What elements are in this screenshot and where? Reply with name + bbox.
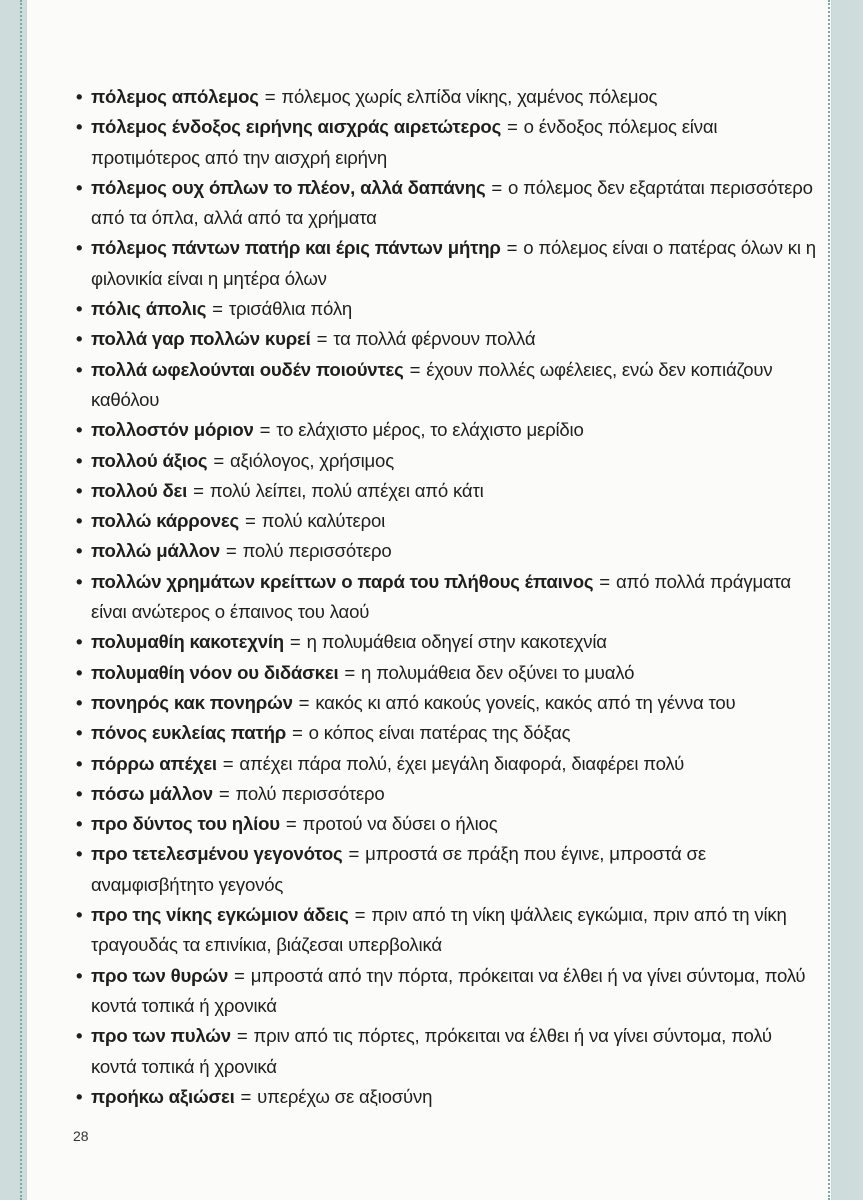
entry-term: πολλώ κάρρονες <box>91 510 239 532</box>
equals-sign: = <box>208 449 229 471</box>
bullet-icon: • <box>76 631 83 653</box>
glossary-entry <box>76 779 819 809</box>
entry-term: πόλεμος ουχ όπλων το πλέον, αλλά δαπάνης <box>91 176 486 198</box>
entry-term: πολλού άξιος <box>91 449 208 471</box>
glossary-entry <box>76 446 819 476</box>
equals-sign: = <box>235 1085 257 1107</box>
bullet-icon: • <box>76 479 83 501</box>
entry-term: πολυμαθίη νόον ου διδάσκει <box>91 661 339 683</box>
entry-term: προ των θυρών <box>91 964 229 986</box>
entry-definition: πριν από τις πόρτες, πρόκειται να έλθει ή να γίνει σύντομα, πολύ κοντά τοπικά ή χρονικά <box>91 1025 772 1077</box>
equals-sign: = <box>231 1025 253 1047</box>
equals-sign: = <box>280 813 302 835</box>
equals-sign: = <box>220 540 242 562</box>
glossary-entry <box>76 718 819 748</box>
bullet-icon: • <box>76 570 83 592</box>
equals-sign: = <box>594 570 615 592</box>
equals-sign: = <box>287 722 308 744</box>
bullet-icon: • <box>76 1025 83 1047</box>
entry-term: πόλις άπολις <box>91 298 207 320</box>
glossary-entry <box>76 1021 819 1082</box>
bullet-icon: • <box>76 752 83 774</box>
entry-term: πολλών χρημάτων κρείττων ο παρά του πλήθους έπαινος <box>91 570 594 592</box>
bullet-icon: • <box>76 116 83 138</box>
bullet-icon: • <box>76 419 83 441</box>
right-stitch-border <box>828 0 830 1200</box>
entry-term: πολλοστόν μόριον <box>91 419 254 441</box>
equals-sign: = <box>502 116 523 138</box>
equals-sign: = <box>213 782 235 804</box>
bullet-icon: • <box>76 813 83 835</box>
bullet-icon: • <box>76 661 83 683</box>
equals-sign: = <box>293 691 315 713</box>
equals-sign: = <box>259 86 281 107</box>
equals-sign: = <box>486 176 508 198</box>
entry-term: πόρρω απέχει <box>91 752 217 774</box>
entry-term: προ των πυλών <box>91 1025 231 1047</box>
left-stitch-border <box>20 0 22 1200</box>
glossary-entry <box>76 1082 819 1112</box>
equals-sign: = <box>349 904 371 926</box>
glossary-entry <box>76 627 819 657</box>
entry-definition: ο κόπος είναι πατέρας της δόξας <box>308 722 571 744</box>
bullet-icon: • <box>76 449 83 471</box>
bullet-icon: • <box>76 298 83 320</box>
entry-term: προ τετελεσμένου γεγονότος <box>91 843 343 865</box>
entry-term: πονηρός κακ πονηρών <box>91 691 293 713</box>
bullet-icon: • <box>76 964 83 986</box>
entry-term: πολλού δει <box>91 479 188 501</box>
entry-definition: η πολυμάθεια δεν οξύνει το μυαλό <box>361 661 635 683</box>
glossary-entry <box>76 112 819 173</box>
entry-definition: υπερέχω σε αξιοσύνη <box>257 1085 433 1107</box>
glossary-entry <box>76 415 819 445</box>
entry-term: προ δύντος του ηλίου <box>91 813 280 835</box>
bullet-icon: • <box>76 86 83 107</box>
entry-term: πολλά ωφελούνται ουδέν ποιούντες <box>91 358 404 380</box>
entry-definition: κακός κι από κακούς γονείς, κακός από τη γέννα του <box>315 691 736 713</box>
bullet-icon: • <box>76 782 83 804</box>
equals-sign: = <box>339 661 361 683</box>
entry-definition: τρισάθλια πόλη <box>228 298 353 320</box>
bullet-icon: • <box>76 540 83 562</box>
entry-definition: μπροστά από την πόρτα, πρόκειται να έλθει ή να γίνει σύντομα, πολύ κοντά τοπικά ή χρονικά <box>91 964 806 1016</box>
entry-definition: το ελάχιστο μέρος, το ελάχιστο μερίδιο <box>276 419 584 441</box>
entry-term: πολλά γαρ πολλών κυρεί <box>91 328 311 350</box>
bullet-icon: • <box>76 691 83 713</box>
bullet-icon: • <box>76 904 83 926</box>
glossary-entry <box>76 749 819 779</box>
glossary-entry <box>76 476 819 506</box>
bullet-icon: • <box>76 358 83 380</box>
page-number: 28 <box>73 1128 89 1144</box>
entry-term: πόλεμος πάντων πατήρ και έρις πάντων μήτηρ <box>91 237 501 259</box>
equals-sign: = <box>311 328 333 350</box>
glossary-entry <box>76 839 819 900</box>
entry-definition: αξιόλογος, χρήσιμος <box>229 449 394 471</box>
entry-definition: πολύ λείπει, πολύ απέχει από κάτι <box>209 479 484 501</box>
entry-definition: πριν από τη νίκη ψάλλεις εγκώμια, πριν από τη νίκη τραγουδάς τα επινίκια, βιάζεσαι υπερβολικά <box>91 904 787 956</box>
entry-term: προήκω αξιώσει <box>91 1085 235 1107</box>
bullet-icon: • <box>76 843 83 865</box>
equals-sign: = <box>404 358 426 380</box>
glossary-entry <box>76 173 819 234</box>
entry-definition: από πολλά πράγματα είναι ανώτερος ο έπαινος του λαού <box>91 570 791 623</box>
glossary-entry <box>76 506 819 536</box>
equals-sign: = <box>254 419 276 441</box>
equals-sign: = <box>343 843 365 865</box>
entry-term: πολυμαθίη κακοτεχνίη <box>91 631 284 653</box>
glossary-entry <box>76 900 819 961</box>
entry-term: πολλώ μάλλον <box>91 540 220 562</box>
glossary-entry <box>76 233 819 294</box>
bullet-icon: • <box>76 328 83 350</box>
entry-definition: έχουν πολλές ωφέλειες, ενώ δεν κοπιάζουν καθόλου <box>91 358 773 410</box>
entry-definition: η πολυμάθεια οδηγεί στην κακοτεχνία <box>306 631 607 653</box>
equals-sign: = <box>501 237 523 259</box>
entry-term: πόσω μάλλον <box>91 782 213 804</box>
entry-definition: πολύ περισσότερο <box>235 782 385 804</box>
glossary-entry <box>76 536 819 566</box>
entry-definition: πόλεμος χωρίς ελπίδα νίκης, χαμένος πόλεμος <box>281 86 658 107</box>
equals-sign: = <box>239 510 261 532</box>
bullet-icon: • <box>76 176 83 198</box>
entry-definition: προτού να δύσει ο ήλιος <box>302 813 498 835</box>
bullet-icon: • <box>76 722 83 744</box>
glossary-list <box>76 82 819 1112</box>
glossary-entry <box>76 324 819 354</box>
entry-definition: ο πόλεμος είναι ο πατέρας όλων κι η φιλονικία είναι η μητέρα όλων <box>91 237 816 289</box>
entry-term: προ της νίκης εγκώμιον άδεις <box>91 904 349 926</box>
glossary-entry <box>76 82 819 112</box>
entry-definition: τα πολλά φέρνουν πολλά <box>333 328 536 350</box>
glossary-content <box>76 82 819 1112</box>
glossary-entry <box>76 688 819 718</box>
glossary-entry <box>76 355 819 416</box>
bullet-icon: • <box>76 237 83 259</box>
bullet-icon: • <box>76 510 83 532</box>
entry-definition: ο ένδοξος πόλεμος είναι προτιμότερος από την αισχρή ειρήνη <box>91 116 718 168</box>
bullet-icon: • <box>76 1085 83 1107</box>
glossary-entry <box>76 294 819 324</box>
glossary-entry <box>76 658 819 688</box>
equals-sign: = <box>188 479 209 501</box>
entry-definition: ο πόλεμος δεν εξαρτάται περισσότερο από τα όπλα, αλλά από τα χρήματα <box>91 176 813 229</box>
equals-sign: = <box>229 964 250 986</box>
entry-definition: πολύ καλύτεροι <box>261 510 386 532</box>
glossary-entry <box>76 567 819 628</box>
entry-definition: πολύ περισσότερο <box>242 540 392 562</box>
equals-sign: = <box>284 631 306 653</box>
entry-definition: μπροστά σε πράξη που έγινε, μπροστά σε αναμφισβήτητο γεγονός <box>91 843 706 895</box>
glossary-entry <box>76 961 819 1022</box>
entry-term: πόλεμος ένδοξος ειρήνης αισχράς αιρετώτερος <box>91 116 502 138</box>
equals-sign: = <box>217 752 239 774</box>
entry-definition: απέχει πάρα πολύ, έχει μεγάλη διαφορά, διαφέρει πολύ <box>239 752 685 774</box>
equals-sign: = <box>207 298 228 320</box>
entry-term: πόνος ευκλείας πατήρ <box>91 722 287 744</box>
entry-term: πόλεμος απόλεμος <box>91 86 259 107</box>
glossary-entry <box>76 809 819 839</box>
